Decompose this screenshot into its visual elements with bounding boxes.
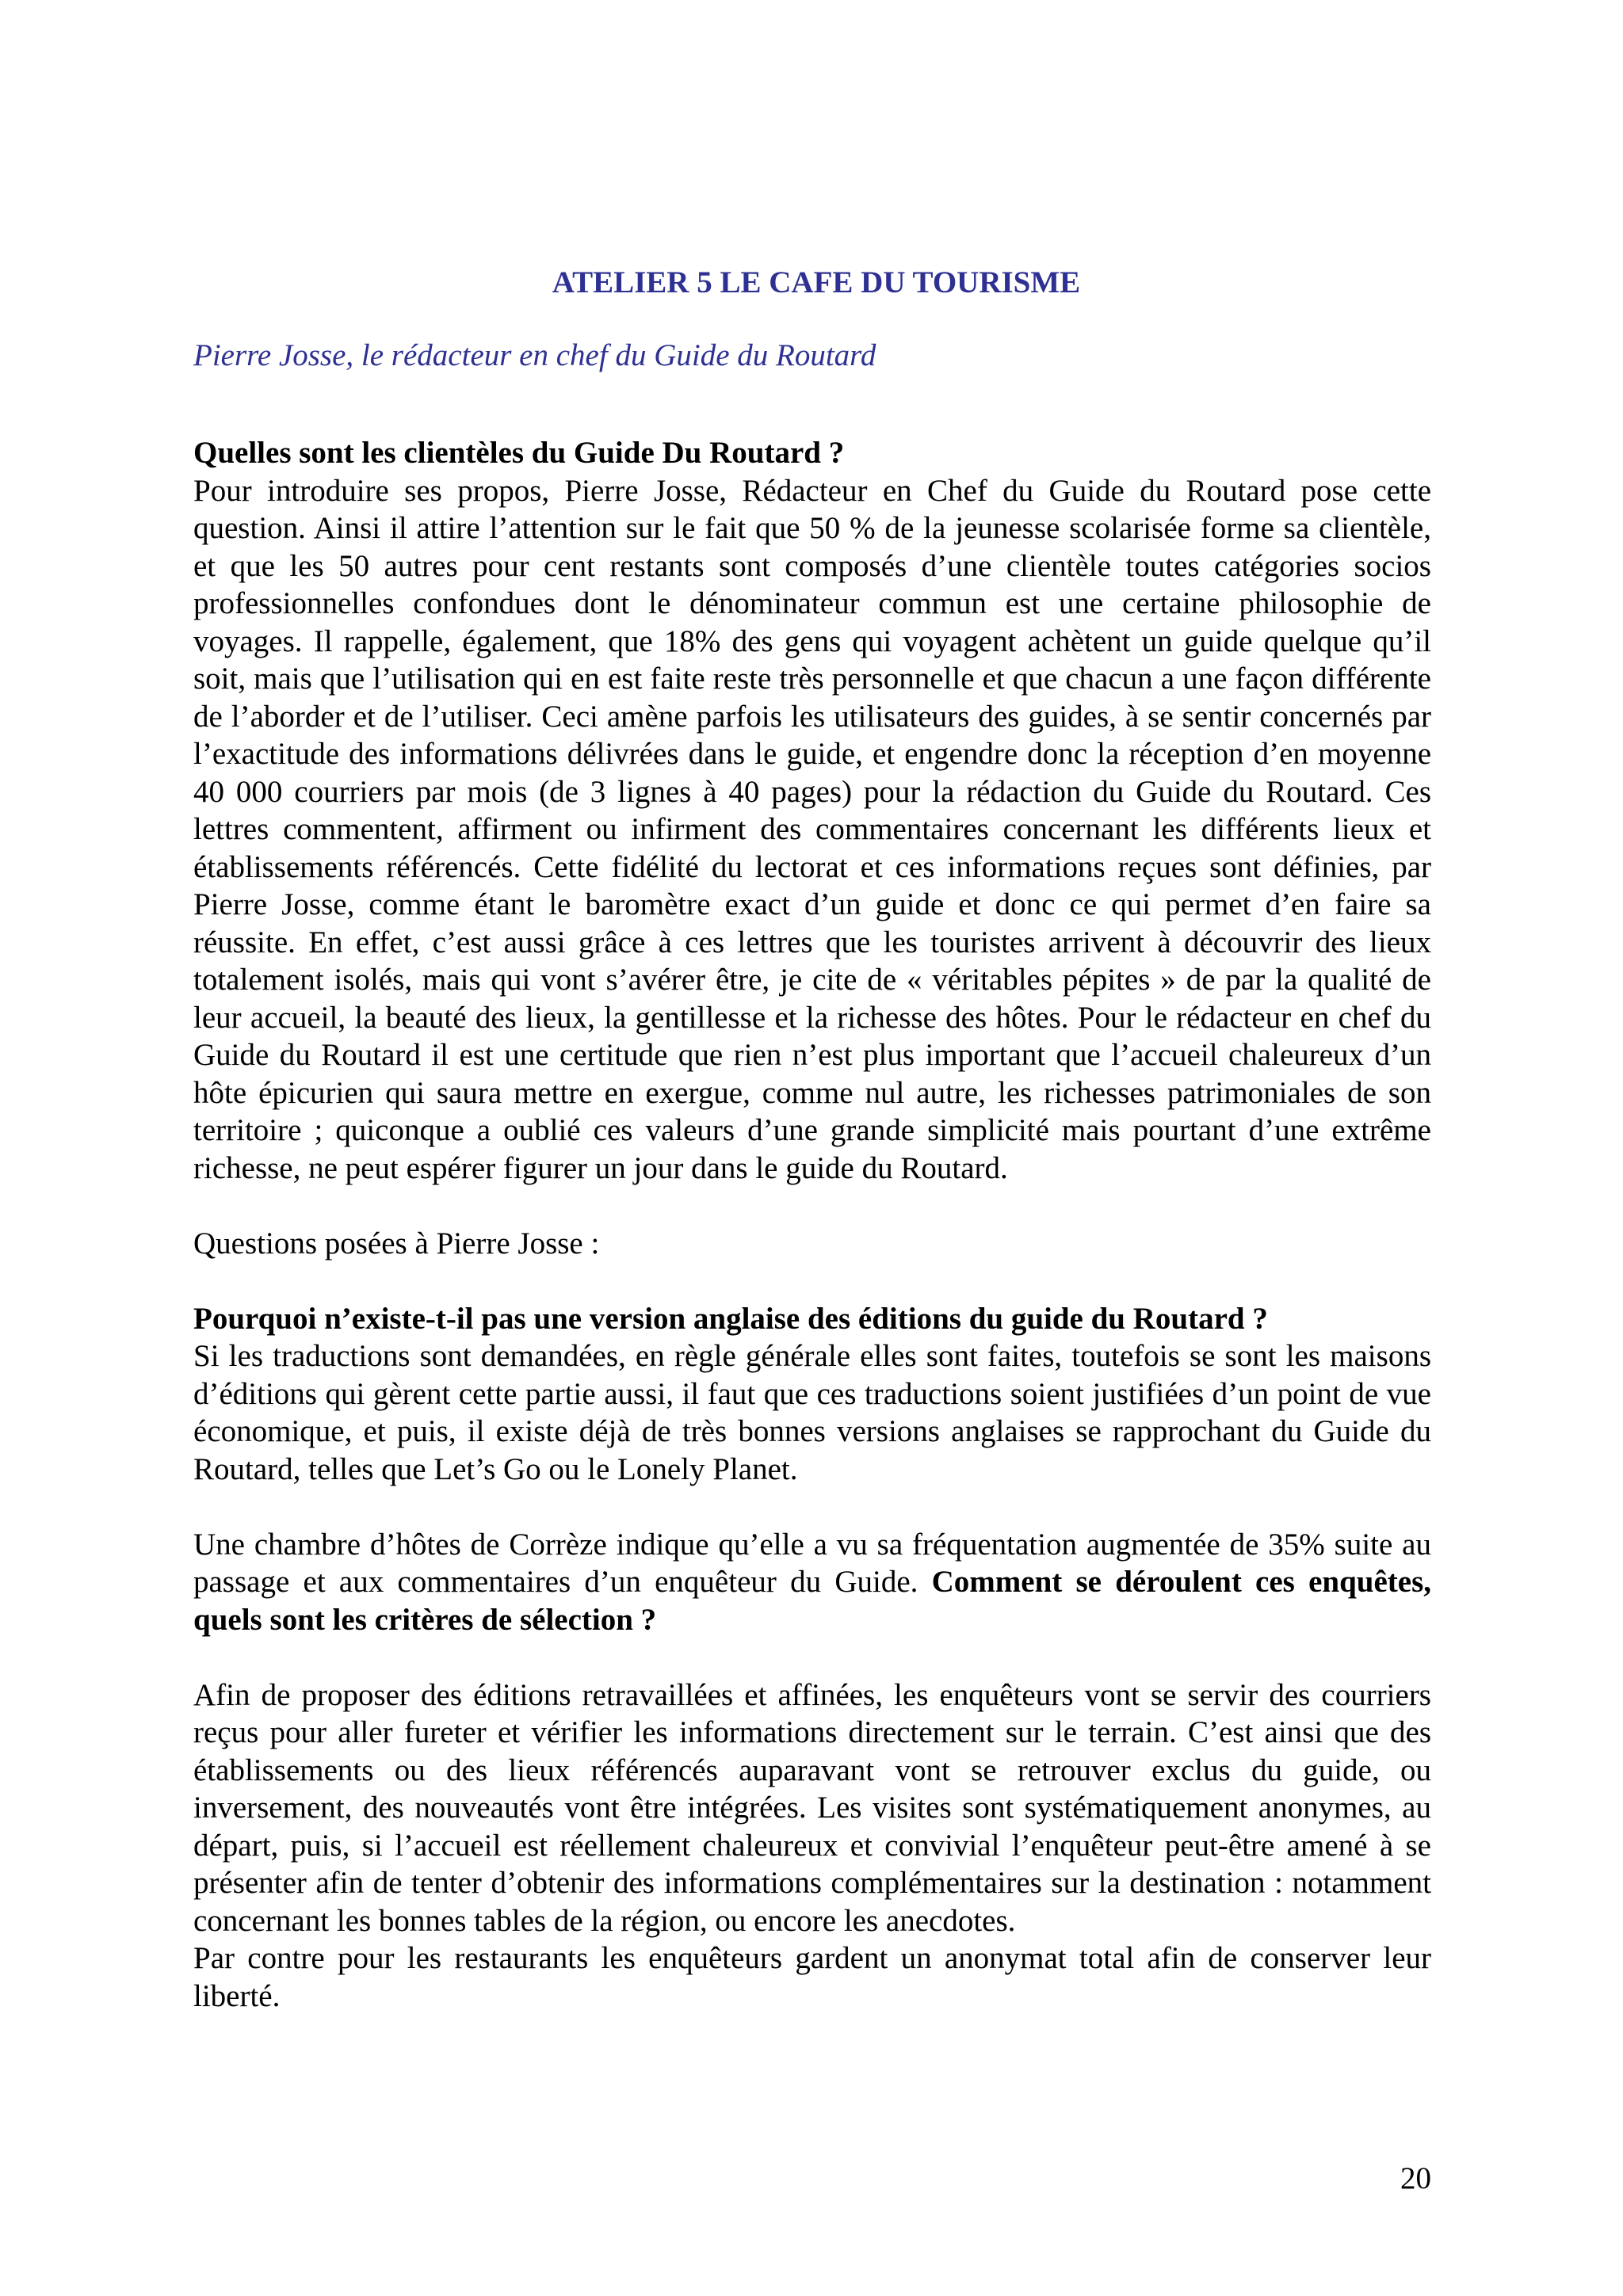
page-content [193, 264, 1431, 2015]
correze-intro-text: Une chambre d’hôtes de Corrèze indique qu’elle a vu sa fréquentation augmentée de 35% suite au passage et aux commentaires d’un enquêteur du Guide. [193, 1527, 1431, 1599]
paragraph-clienteles: Pour introduire ses propos, Pierre Josse, Rédacteur en Chef du Guide du Routard pose cette question. Ainsi il attire l’attention sur le fait que 50 % de la jeunesse scolarisée forme sa clientèle, et que les 50 autres pour cent restants sont composés d’une clientèle toutes catégories socios professionnelles confondues dont le dénominateur commun est une certaine philosophie de voyages. Il rappelle, également, que 18% des gens qui voyagent achètent un guide quelque qu’il soit, mais que l’utilisation qui en est faite reste très personnelle et que chacun a une façon différente de l’aborder et de l’utiliser. Ceci amène parfois les utilisateurs des guides, à se sentir concernés par l’exactitude des informations délivrées dans le guide, et engendre donc la réception d’en moyenne 40 000 courriers par mois (de 3 lignes à 40 pages) pour la rédaction du Guide du Routard. Ces lettres commentent, affirment ou infirment des commentaires concernant les différents lieux et établissements référencés. Cette fidélité du lectorat et ces informations reçues sont définies, par Pierre Josse, comme étant le baromètre exact d’un guide et donc ce qui permet d’en faire sa réussite. En effet, c’est aussi grâce à ces lettres que les touristes arrivent à découvrir des lieux totalement isolés, mais qui vont s’avérer être, je cite de « véritables pépites » de par la qualité de leur accueil, la beauté des lieux, la gentillesse et la richesse des hôtes. Pour le rédacteur en chef du Guide du Routard il est une certitude que rien n’est plus important que l’accueil chaleureux d’un hôte épicurien qui saura mettre en exergue, comme nul autre, les richesses patrimoniales de son territoire ; quiconque a oublié ces valeurs d’une grande simplicité mais pourtant d’une extrême richesse, ne peut espérer figurer un jour dans le guide du Routard. [193, 473, 1431, 1185]
question-enquetes: Comment se déroulent ces enquêtes, quels sont les critères de sélection ? [193, 1565, 1432, 1637]
section-version-anglaise [193, 1300, 1431, 1489]
paragraph-restaurants: Par contre pour les restaurants les enquêteurs gardent un anonymat total afin de conserver leur liberté. [193, 1941, 1431, 2013]
spacer [193, 1187, 1431, 1225]
spacer [193, 1262, 1431, 1300]
spacer [193, 1638, 1431, 1676]
paragraph-correze [193, 1526, 1431, 1639]
section-heading-clienteles: Quelles sont les clientèles du Guide Du Routard ? [193, 436, 845, 470]
page-number: 20 [1400, 2161, 1431, 2195]
page-title: ATELIER 5 LE CAFE DU TOURISME [552, 265, 1081, 299]
paragraph-version-anglaise: Si les traductions sont demandées, en règle générale elles sont faites, toutefois se sont les maisons d’éditions qui gèrent cette partie aussi, il faut que ces traductions soient justifiées d’un point de vue économique, et puis, il existe déjà de très bonnes versions anglaises se rapprochant du Guide du Routard, telles que Let’s Go ou le Lonely Planet. [193, 1339, 1431, 1486]
page-subtitle: Pierre Josse, le rédacteur en chef du Guide du Routard [193, 338, 876, 372]
section-clienteles [193, 434, 1431, 1187]
section-heading-version-anglaise: Pourquoi n’existe-t-il pas une version anglaise des éditions du guide du Routard ? [193, 1301, 1268, 1336]
spacer [193, 1488, 1431, 1526]
paragraph-enquetes: Afin de proposer des éditions retravaillées et affinées, les enquêteurs vont se servir des courriers reçus pour aller fureter et vérifier les informations directement sur le terrain. C’est ainsi que des établissements ou des lieux référencés auparavant vont se retrouver exclus du guide, ou inversement, des nouveautés vont être intégrées. Les visites sont systématiquement anonymes, au départ, puis, si l’accueil est réellement chaleureux et convivial l’enquêteur peut-être amené à se présenter afin de tenter d’obtenir des informations complémentaires sur la destination : notamment concernant les bonnes tables de la région, ou encore les anecdotes. [193, 1677, 1431, 1938]
questions-intro: Questions posées à Pierre Josse : [193, 1226, 600, 1261]
